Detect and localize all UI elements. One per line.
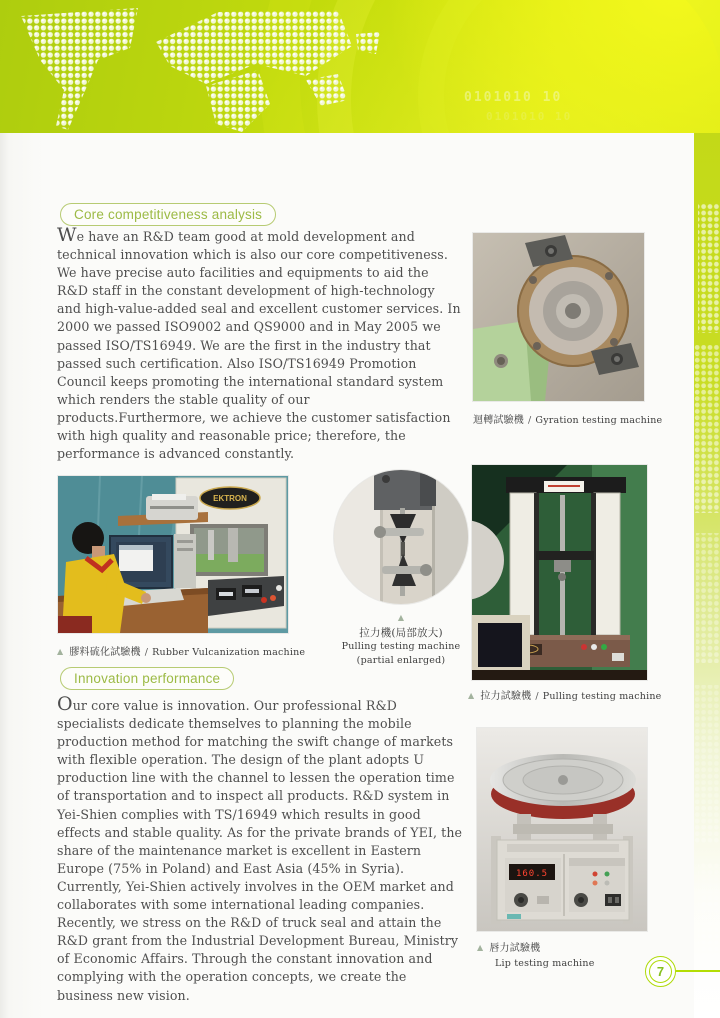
strip-dots-decoration (694, 133, 720, 1018)
photo-rubber-vulcanization-machine (58, 476, 288, 633)
caption-vulcanization-en: Rubber Vulcanization machine (152, 647, 306, 658)
caption-gyration-en: Gyration testing machine (535, 415, 663, 426)
machine-brand-label: EKTRON (213, 494, 247, 503)
caption-pulling-closeup-en2: (partial enlarged) (356, 654, 446, 666)
caption-gyration-zh: 迴轉試驗機 (473, 415, 524, 426)
caption-pulling-closeup (324, 612, 478, 667)
photo-pulling-testing-machine (472, 465, 647, 680)
caption-vulcanization-zh: 膠料硫化試驗機 (69, 647, 141, 658)
binary-digits-decoration: 0101010 10 (486, 110, 573, 123)
section-heading-core-competitiveness: Core competitiveness analysis (60, 203, 276, 226)
caption-pulling-closeup-en: Pulling testing machine (341, 641, 461, 652)
header-band (0, 0, 720, 133)
page-number: 7 (649, 960, 672, 983)
caption-vulcanization (57, 643, 305, 658)
caption-separator: / (144, 647, 149, 658)
caption-separator: / (535, 691, 539, 702)
caption-pulling-zh: 拉力試驗機 (480, 691, 532, 702)
section-heading-innovation-performance: Innovation performance (60, 667, 234, 690)
innovation-performance-paragraph: Our core value is innovation. Our professional R&D specialists dedicate themselves to planning the mobile production method for matching the swift change of markets with flexible operation. The design of the plant adopts U production line with the channel to lessen the operation time of transportation and to inspect all products. R&D system in Yei-Shien complies with TS/16949 which results in good effects and stable quality. As for the private brands of YEI, the share of the maintenance market is excellent in Eastern Europe (75% in Poland) and East Asia (45% in Syria). Currently, Yei-Shien actively involves in the OEM market and collaborates with some international leading companies. Recently, we stress on the R&D of truck seal and attain the R&D grant from the Industrial Development Bureau, Ministry of Economic Affairs. Through the constant innovation and complying with the operation concepts, we create the business new vision. (57, 693, 463, 1003)
right-green-strip (694, 133, 720, 1018)
led-display-value: 160.5 (515, 869, 549, 879)
page-number-badge (645, 956, 676, 987)
caption-separator: / (528, 415, 532, 426)
caption-triangle-icon: ▲ (477, 943, 484, 952)
dotted-world-map (6, 4, 406, 133)
photo-gyration-testing-machine (473, 233, 644, 401)
caption-triangle-icon: ▲ (397, 613, 405, 622)
caption-triangle-icon: ▲ (468, 691, 475, 700)
page-number-line (676, 970, 720, 972)
binary-digits-decoration: 0101010 10 (464, 90, 563, 105)
photo-pulling-machine-closeup (334, 470, 468, 604)
core-competitiveness-paragraph: We have an R&D team good at mold development and technical innovation which is also our core competitiveness. We have precise auto facilities and equipments to aid the R&D staff in the constant development of high-technology and high-value-added seal and excellent customer services. In 2000 we passed ISO9002 and QS9000 and in May 2005 we passed ISO/TS16949. We are the first in the industry that passed such certification. Also ISO/TS16949 Promotion Council keeps promoting the international standard system which renders the stable quality of our products.Furthermore, we achieve the customer satisfaction with high quality and reasonable price; therefore, the performance is advanced constantly. (57, 224, 461, 462)
caption-lip-en: Lip testing machine (495, 958, 595, 969)
caption-lip (477, 941, 595, 971)
caption-pulling-en: Pulling testing machine (542, 691, 662, 702)
photo-lip-testing-machine (477, 728, 647, 931)
caption-gyration (473, 411, 663, 426)
caption-pulling-closeup-zh: 拉力機(局部放大) (359, 626, 443, 639)
caption-triangle-icon: ▲ (57, 647, 64, 656)
caption-lip-zh: 唇力試驗機 (489, 943, 541, 954)
caption-pulling (468, 687, 662, 702)
